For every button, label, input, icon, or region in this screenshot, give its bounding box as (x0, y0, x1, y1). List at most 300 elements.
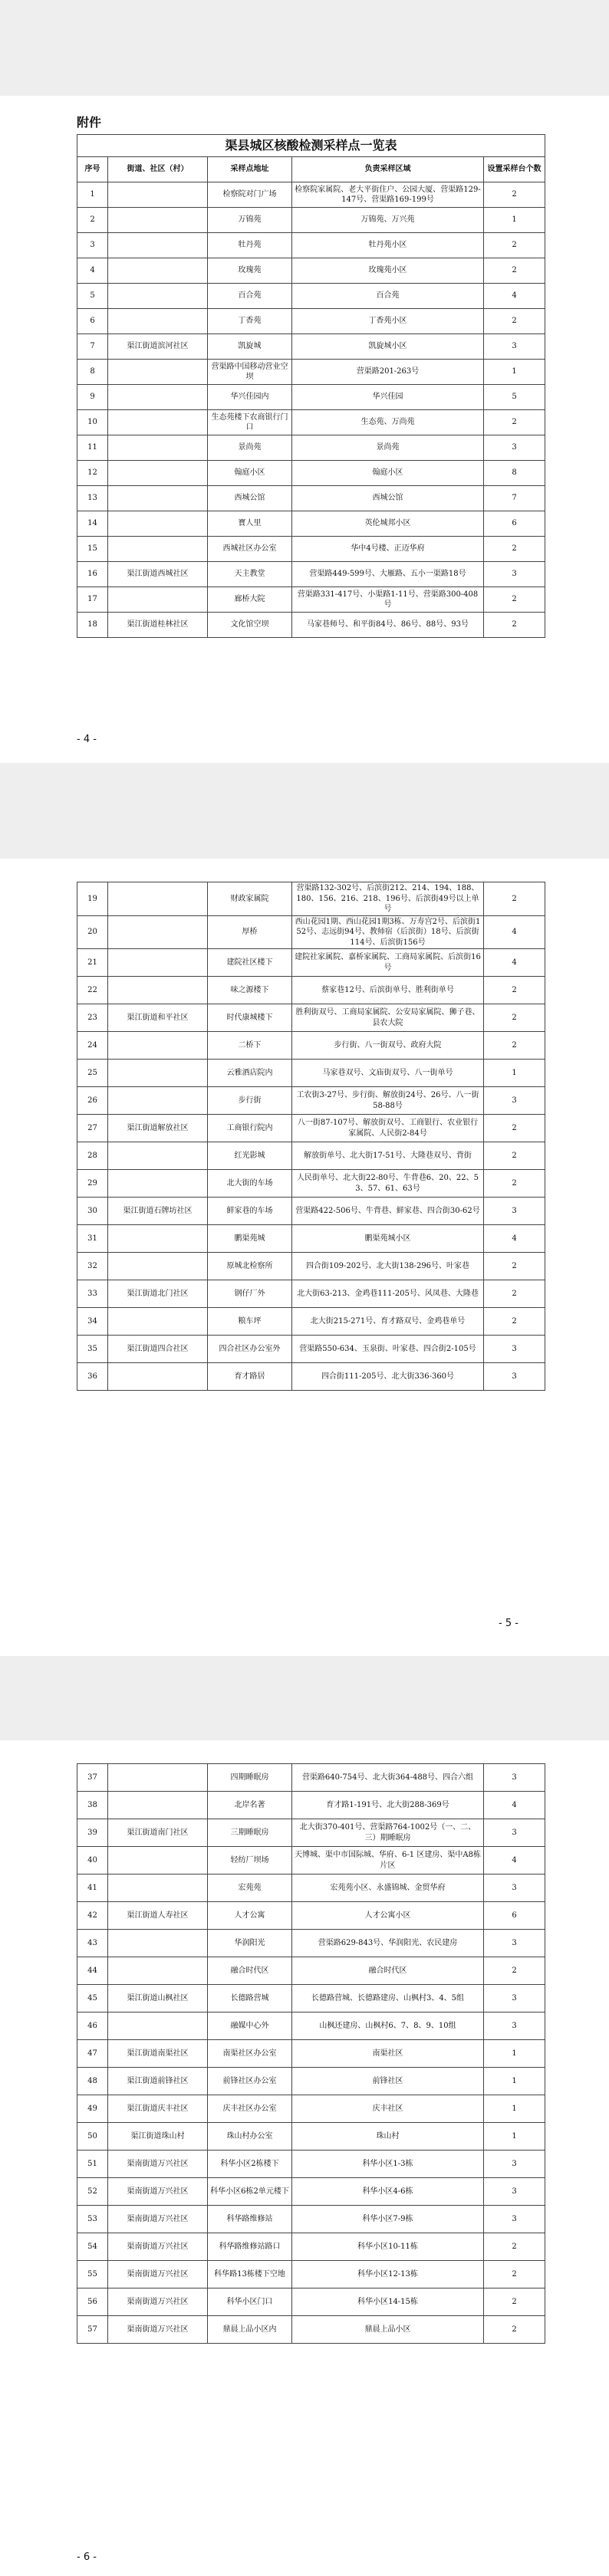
street-community-cell: 渠江街道前锋社区 (108, 2068, 208, 2095)
responsible-area-cell: 华中4号楼、正迈华府 (292, 537, 484, 562)
street-community-cell (108, 1764, 208, 1792)
street-community-cell (108, 977, 208, 1004)
responsible-area-cell: 华兴佳园 (292, 385, 484, 410)
responsible-area-cell: 人才公寓小区 (292, 1902, 484, 1930)
document-page-1 (0, 96, 609, 763)
street-community-cell (108, 1957, 208, 1985)
sampling-site-cell: 融合时代区 (208, 1957, 292, 1985)
sampling-site-cell: 味之源楼下 (208, 977, 292, 1004)
sampling-site-cell: 钢仔厂外 (208, 1280, 292, 1308)
sampling-site-cell: 鹏渠苑城 (208, 1225, 292, 1253)
row-number-cell: 33 (77, 1280, 108, 1308)
table-row (77, 182, 545, 208)
table-body (77, 882, 545, 1391)
sampling-site-cell: 科华路13栋楼下空地 (208, 2261, 292, 2288)
street-community-cell: 渠江街道珠山村 (108, 2123, 208, 2150)
table-row (77, 2013, 545, 2040)
responsible-area-cell: 营渠路629-843号、华润阳光、农民建房 (292, 1930, 484, 1957)
row-number-cell: 5 (77, 284, 108, 309)
table-row (77, 258, 545, 284)
sampling-site-cell: 云雅酒店院内 (208, 1060, 292, 1087)
station-count-cell: 2 (484, 2316, 545, 2344)
table-row (77, 1308, 545, 1336)
station-count-cell: 1 (484, 2095, 545, 2123)
row-number-cell: 17 (77, 587, 108, 613)
station-count-cell: 2 (484, 258, 545, 284)
street-community-cell: 渠南街道万兴社区 (108, 2150, 208, 2178)
table-row (77, 284, 545, 309)
row-number-cell: 3 (77, 233, 108, 258)
street-community-cell: 渠江街道北门社区 (108, 1280, 208, 1308)
table-body (77, 1764, 545, 2344)
row-number-cell: 31 (77, 1225, 108, 1253)
station-count-cell: 1 (484, 2068, 545, 2095)
row-number-cell: 10 (77, 410, 108, 435)
sampling-site-cell: 融媒中心外 (208, 2013, 292, 2040)
responsible-area-cell: 营渠路331-417号、小渠路1-11号、营渠路300-408号 (292, 587, 484, 613)
street-community-cell: 渠江街道四合社区 (108, 1336, 208, 1363)
table-row (77, 613, 545, 638)
sampling-site-cell: 庆丰社区办公室 (208, 2095, 292, 2123)
station-count-cell: 2 (484, 977, 545, 1004)
row-number-cell: 15 (77, 537, 108, 562)
sampling-site-cell: 西城社区办公室 (208, 537, 292, 562)
sampling-site-cell: 宏苑苑 (208, 1875, 292, 1902)
responsible-area-cell: 科华小区7-9栋 (292, 2206, 484, 2233)
station-count-cell: 4 (484, 915, 545, 949)
responsible-area-cell: 科华小区12-13栋 (292, 2261, 484, 2288)
station-count-cell: 2 (484, 1280, 545, 1308)
table-row (77, 1819, 545, 1847)
street-community-cell (108, 1308, 208, 1336)
header-no: 序号 (77, 157, 108, 182)
street-community-cell (108, 208, 208, 233)
responsible-area-cell: 育才路1-191号、北大街288-369号 (292, 1792, 484, 1819)
street-community-cell (108, 882, 208, 916)
table-row (77, 2150, 545, 2178)
row-number-cell: 9 (77, 385, 108, 410)
row-number-cell: 55 (77, 2261, 108, 2288)
street-community-cell (108, 258, 208, 284)
street-community-cell (108, 309, 208, 334)
header-street: 街道、社区（村） (108, 157, 208, 182)
street-community-cell: 渠江街道人寿社区 (108, 1902, 208, 1930)
sampling-sites-table (77, 134, 545, 638)
street-community-cell (108, 233, 208, 258)
street-community-cell (108, 1170, 208, 1198)
responsible-area-cell: 北大街370-401号、营渠路764-1002号（一、二、三）期睡眠房 (292, 1819, 484, 1847)
street-community-cell (108, 410, 208, 435)
responsible-area-cell: 科华小区14-15栋 (292, 2288, 484, 2316)
row-number-cell: 13 (77, 486, 108, 511)
sampling-sites-table (77, 882, 545, 1391)
station-count-cell: 2 (484, 182, 545, 208)
responsible-area-cell: 营渠路449-599号、大雁路、五小一渠路18号 (292, 562, 484, 587)
table-row (77, 587, 545, 613)
sampling-site-cell: 科华路维修站 (208, 2206, 292, 2233)
station-count-cell: 2 (484, 1032, 545, 1060)
table-row (77, 385, 545, 410)
sampling-site-cell: 鼎晨上品小区内 (208, 2316, 292, 2344)
station-count-cell: 3 (484, 2013, 545, 2040)
street-community-cell (108, 1087, 208, 1115)
sampling-site-cell: 科华路维修站路口 (208, 2233, 292, 2261)
row-number-cell: 43 (77, 1930, 108, 1957)
station-count-cell: 3 (484, 562, 545, 587)
page-number: - 5 - (499, 1618, 518, 1629)
station-count-cell: 3 (484, 2178, 545, 2206)
sampling-site-cell: 四合社区办公室外 (208, 1336, 292, 1363)
street-community-cell (108, 1032, 208, 1060)
street-community-cell: 渠南街道万兴社区 (108, 2178, 208, 2206)
responsible-area-cell: 八一街87-107号、解放街双号、工商银行、农业银行家属院、人民街2-84号 (292, 1115, 484, 1142)
table-row (77, 486, 545, 511)
header-area: 负责采样区域 (292, 157, 484, 182)
street-community-cell: 渠南街道万兴社区 (108, 2261, 208, 2288)
street-community-cell (108, 949, 208, 977)
header-site: 采样点地址 (208, 157, 292, 182)
street-community-cell (108, 1253, 208, 1280)
street-community-cell (108, 435, 208, 461)
station-count-cell: 4 (484, 1792, 545, 1819)
document-page-2 (0, 859, 609, 1656)
responsible-area-cell: 南渠社区 (292, 2040, 484, 2068)
responsible-area-cell: 珠山村 (292, 2123, 484, 2150)
sampling-site-cell: 凯旋城 (208, 334, 292, 360)
station-count-cell: 2 (484, 1957, 545, 1985)
street-community-cell: 渠江街道南门社区 (108, 1819, 208, 1847)
responsible-area-cell: 营渠路132-302号、后滨街212、214、194、188、180、156、216、218、196号、后滨街49号以上单号 (292, 882, 484, 916)
station-count-cell: 2 (484, 2261, 545, 2288)
row-number-cell: 46 (77, 2013, 108, 2040)
row-number-cell: 4 (77, 258, 108, 284)
row-number-cell: 48 (77, 2068, 108, 2095)
sampling-site-cell: 红光影城 (208, 1142, 292, 1170)
responsible-area-cell: 生态苑、万尚苑 (292, 410, 484, 435)
street-community-cell (108, 1225, 208, 1253)
street-community-cell (108, 461, 208, 486)
row-number-cell: 34 (77, 1308, 108, 1336)
street-community-cell: 渠南街道万兴社区 (108, 2206, 208, 2233)
row-number-cell: 8 (77, 360, 108, 385)
row-number-cell: 7 (77, 334, 108, 360)
table-row (77, 1957, 545, 1985)
street-community-cell (108, 284, 208, 309)
row-number-cell: 29 (77, 1170, 108, 1198)
row-number-cell: 11 (77, 435, 108, 461)
station-count-cell: 1 (484, 1060, 545, 1087)
sampling-site-cell: 华兴佳园内 (208, 385, 292, 410)
header-count: 设置采样台个数 (484, 157, 545, 182)
street-community-cell (108, 360, 208, 385)
table-row (77, 360, 545, 385)
row-number-cell: 24 (77, 1032, 108, 1060)
sampling-site-cell: 南渠社区办公室 (208, 2040, 292, 2068)
page-number: - 4 - (77, 734, 97, 745)
street-community-cell: 渠江街道解放社区 (108, 1115, 208, 1142)
table-header-row (77, 157, 545, 182)
station-count-cell: 2 (484, 1115, 545, 1142)
street-community-cell: 渠南街道万兴社区 (108, 2233, 208, 2261)
table-row (77, 1087, 545, 1115)
table-row (77, 1253, 545, 1280)
station-count-cell: 2 (484, 1004, 545, 1032)
table-row (77, 461, 545, 486)
table-row (77, 511, 545, 537)
sampling-site-cell: 百合苑 (208, 284, 292, 309)
street-community-cell: 渠江街道桂林社区 (108, 613, 208, 638)
table-row (77, 1792, 545, 1819)
table-row (77, 882, 545, 916)
station-count-cell: 3 (484, 1819, 545, 1847)
row-number-cell: 18 (77, 613, 108, 638)
sampling-sites-table (77, 1763, 545, 2344)
responsible-area-cell: 蔡家巷12号、后滨街单号、胜利街单号 (292, 977, 484, 1004)
street-community-cell (108, 1363, 208, 1391)
station-count-cell: 1 (484, 360, 545, 385)
responsible-area-cell: 马家巷双号、文庙街双号、八一街单号 (292, 1060, 484, 1087)
street-community-cell (108, 2013, 208, 2040)
responsible-area-cell: 前锋社区 (292, 2068, 484, 2095)
table-row (77, 208, 545, 233)
responsible-area-cell: 四合街109-202号、北大街138-296号、叶家巷 (292, 1253, 484, 1280)
row-number-cell: 41 (77, 1875, 108, 1902)
station-count-cell: 3 (484, 1336, 545, 1363)
station-count-cell: 3 (484, 1875, 545, 1902)
table-row (77, 2040, 545, 2068)
station-count-cell: 7 (484, 486, 545, 511)
sampling-site-cell: 万锦苑 (208, 208, 292, 233)
street-community-cell: 渠江街道西城社区 (108, 562, 208, 587)
responsible-area-cell: 西山花园1期、西山花园1期3栋、万寿宫2号、后滨街152号、志远街94号、教师宿（后滨街）18号、后滨街114号、后滨街156号 (292, 915, 484, 949)
street-community-cell: 渠江街道南渠社区 (108, 2040, 208, 2068)
responsible-area-cell: 山枫还建房、山枫村6、7、8、9、10组 (292, 2013, 484, 2040)
sampling-site-cell: 生态苑楼下农商银行门口 (208, 410, 292, 435)
row-number-cell: 50 (77, 2123, 108, 2150)
street-community-cell (108, 587, 208, 613)
responsible-area-cell: 鹏渠苑城小区 (292, 1225, 484, 1253)
street-community-cell (108, 1792, 208, 1819)
station-count-cell: 2 (484, 1253, 545, 1280)
responsible-area-cell: 北大街63-213、金鸡巷111-205号、风凤巷、大隆巷 (292, 1280, 484, 1308)
row-number-cell: 6 (77, 309, 108, 334)
sampling-site-cell: 西城公馆 (208, 486, 292, 511)
row-number-cell: 44 (77, 1957, 108, 1985)
station-count-cell: 3 (484, 1198, 545, 1225)
table-body (77, 182, 545, 638)
sampling-site-cell: 华润阳光 (208, 1930, 292, 1957)
station-count-cell: 3 (484, 1985, 545, 2013)
row-number-cell: 30 (77, 1198, 108, 1225)
row-number-cell: 21 (77, 949, 108, 977)
street-community-cell (108, 511, 208, 537)
station-count-cell: 3 (484, 1930, 545, 1957)
sampling-site-cell: 三期睡眠房 (208, 1819, 292, 1847)
sampling-site-cell: 牡丹苑 (208, 233, 292, 258)
table-row (77, 537, 545, 562)
street-community-cell (108, 1875, 208, 1902)
responsible-area-cell: 凯旋城小区 (292, 334, 484, 360)
street-community-cell (108, 486, 208, 511)
sampling-site-cell: 时代康城楼下 (208, 1004, 292, 1032)
station-count-cell: 2 (484, 233, 545, 258)
table-row (77, 1198, 545, 1225)
sampling-site-cell: 前锋社区办公室 (208, 2068, 292, 2095)
sampling-site-cell: 原城北检察所 (208, 1253, 292, 1280)
street-community-cell: 渠南街道万兴社区 (108, 2316, 208, 2344)
responsible-area-cell: 牡丹苑小区 (292, 233, 484, 258)
station-count-cell: 3 (484, 1764, 545, 1792)
table-row (77, 915, 545, 949)
row-number-cell: 14 (77, 511, 108, 537)
row-number-cell: 19 (77, 882, 108, 916)
table-row (77, 1902, 545, 1930)
row-number-cell: 26 (77, 1087, 108, 1115)
row-number-cell: 16 (77, 562, 108, 587)
street-community-cell (108, 1142, 208, 1170)
station-count-cell: 2 (484, 2288, 545, 2316)
row-number-cell: 27 (77, 1115, 108, 1142)
table-row (77, 435, 545, 461)
responsible-area-cell: 解放街单号、北大街17-51号、大隆巷双号、背街 (292, 1142, 484, 1170)
row-number-cell: 32 (77, 1253, 108, 1280)
station-count-cell: 2 (484, 882, 545, 916)
responsible-area-cell: 鼎晨上品小区 (292, 2316, 484, 2344)
table-row (77, 334, 545, 360)
street-community-cell (108, 915, 208, 949)
station-count-cell: 2 (484, 613, 545, 638)
row-number-cell: 1 (77, 182, 108, 208)
table-row (77, 1032, 545, 1060)
row-number-cell: 45 (77, 1985, 108, 2013)
sampling-site-cell: 育才路居 (208, 1363, 292, 1391)
responsible-area-cell: 天博城、渠中市国际城、华府、6-1 区建房、渠中A8栋片区 (292, 1847, 484, 1875)
row-number-cell: 39 (77, 1819, 108, 1847)
station-count-cell: 2 (484, 2233, 545, 2261)
station-count-cell: 3 (484, 1363, 545, 1391)
responsible-area-cell: 科华小区4-6栋 (292, 2178, 484, 2206)
table-row (77, 1060, 545, 1087)
row-number-cell: 57 (77, 2316, 108, 2344)
responsible-area-cell: 马家巷师号、和平街84号、86号、88号、93号 (292, 613, 484, 638)
table-row (77, 1280, 545, 1308)
table-row (77, 2288, 545, 2316)
row-number-cell: 20 (77, 915, 108, 949)
street-community-cell (108, 385, 208, 410)
station-count-cell: 6 (484, 511, 545, 537)
street-community-cell: 渠江街道庆丰社区 (108, 2095, 208, 2123)
row-number-cell: 28 (77, 1142, 108, 1170)
responsible-area-cell: 人民街单号、北大街22-80号、牛背巷6、20、22、53、57、61、63号 (292, 1170, 484, 1198)
sampling-site-cell: 人才公寓 (208, 1902, 292, 1930)
sampling-site-cell: 建院社区楼下 (208, 949, 292, 977)
row-number-cell: 38 (77, 1792, 108, 1819)
table-row (77, 1847, 545, 1875)
row-number-cell: 53 (77, 2206, 108, 2233)
station-count-cell: 1 (484, 208, 545, 233)
station-count-cell: 3 (484, 334, 545, 360)
responsible-area-cell: 四合街111-205号、北大街336-360号 (292, 1363, 484, 1391)
sampling-site-cell: 廊桥大院 (208, 587, 292, 613)
row-number-cell: 35 (77, 1336, 108, 1363)
table-row (77, 410, 545, 435)
responsible-area-cell: 营渠路201-263号 (292, 360, 484, 385)
table-row (77, 1142, 545, 1170)
responsible-area-cell: 景尚苑 (292, 435, 484, 461)
row-number-cell: 36 (77, 1363, 108, 1391)
table-row (77, 1363, 545, 1391)
responsible-area-cell: 胜利街双号、工商局家属院、公安局家属院、狮子巷、县农大院 (292, 1004, 484, 1032)
table-row (77, 1875, 545, 1902)
responsible-area-cell: 科华小区10-11栋 (292, 2233, 484, 2261)
station-count-cell: 2 (484, 1170, 545, 1198)
sampling-site-cell: 玫瑰苑 (208, 258, 292, 284)
responsible-area-cell: 英伦城邦小区 (292, 511, 484, 537)
sampling-site-cell: 珠山村办公室 (208, 2123, 292, 2150)
table-row (77, 2095, 545, 2123)
sampling-site-cell: 寳人里 (208, 511, 292, 537)
table-row (77, 2178, 545, 2206)
row-number-cell: 42 (77, 1902, 108, 1930)
row-number-cell: 23 (77, 1004, 108, 1032)
station-count-cell: 2 (484, 587, 545, 613)
responsible-area-cell: 工农街3-27号、步行街、解放街24号、26号、八一街58-88号 (292, 1087, 484, 1115)
document-page-3 (0, 1740, 609, 2576)
station-count-cell: 3 (484, 1087, 545, 1115)
sampling-site-cell: 长德路营城 (208, 1985, 292, 2013)
sampling-site-cell: 天主教堂 (208, 562, 292, 587)
station-count-cell: 2 (484, 1142, 545, 1170)
responsible-area-cell: 宏苑苑小区、永盛锦城、金贸华府 (292, 1875, 484, 1902)
sampling-site-cell: 科华小区6栋2单元楼下 (208, 2178, 292, 2206)
street-community-cell (108, 1930, 208, 1957)
sampling-site-cell: 步行街 (208, 1087, 292, 1115)
table-row (77, 1004, 545, 1032)
responsible-area-cell: 融合时代区 (292, 1957, 484, 1985)
row-number-cell: 47 (77, 2040, 108, 2068)
sampling-site-cell: 景尚苑 (208, 435, 292, 461)
table-row (77, 1170, 545, 1198)
station-count-cell: 1 (484, 2040, 545, 2068)
row-number-cell: 54 (77, 2233, 108, 2261)
responsible-area-cell: 营渠路640-754号、北大街364-488号、四合六组 (292, 1764, 484, 1792)
sampling-site-cell: 厚桥 (208, 915, 292, 949)
sampling-site-cell: 检察院对门广场 (208, 182, 292, 208)
responsible-area-cell: 科华小区1-3栋 (292, 2150, 484, 2178)
row-number-cell: 40 (77, 1847, 108, 1875)
responsible-area-cell: 营渠路422-506号、牛背巷、鲜家巷、四合街30-62号 (292, 1198, 484, 1225)
station-count-cell: 4 (484, 1847, 545, 1875)
sampling-site-cell: 北岸名著 (208, 1792, 292, 1819)
responsible-area-cell: 翰庭小区 (292, 461, 484, 486)
station-count-cell: 8 (484, 461, 545, 486)
responsible-area-cell: 百合苑 (292, 284, 484, 309)
street-community-cell (108, 1847, 208, 1875)
street-community-cell: 渠南街道万兴社区 (108, 2288, 208, 2316)
station-count-cell: 4 (484, 949, 545, 977)
row-number-cell: 49 (77, 2095, 108, 2123)
responsible-area-cell: 长德路营城、长德路建房、山枫村3、4、5组 (292, 1985, 484, 2013)
sampling-site-cell: 财政家属院 (208, 882, 292, 916)
row-number-cell: 12 (77, 461, 108, 486)
responsible-area-cell: 玫瑰苑小区 (292, 258, 484, 284)
sampling-site-cell: 工商银行院内 (208, 1115, 292, 1142)
sampling-site-cell: 二桥下 (208, 1032, 292, 1060)
responsible-area-cell: 北大街215-271号、育才路双号、金鸡巷单号 (292, 1308, 484, 1336)
station-count-cell: 3 (484, 2206, 545, 2233)
responsible-area-cell: 万锦苑、万兴苑 (292, 208, 484, 233)
sampling-site-cell: 丁香苑 (208, 309, 292, 334)
